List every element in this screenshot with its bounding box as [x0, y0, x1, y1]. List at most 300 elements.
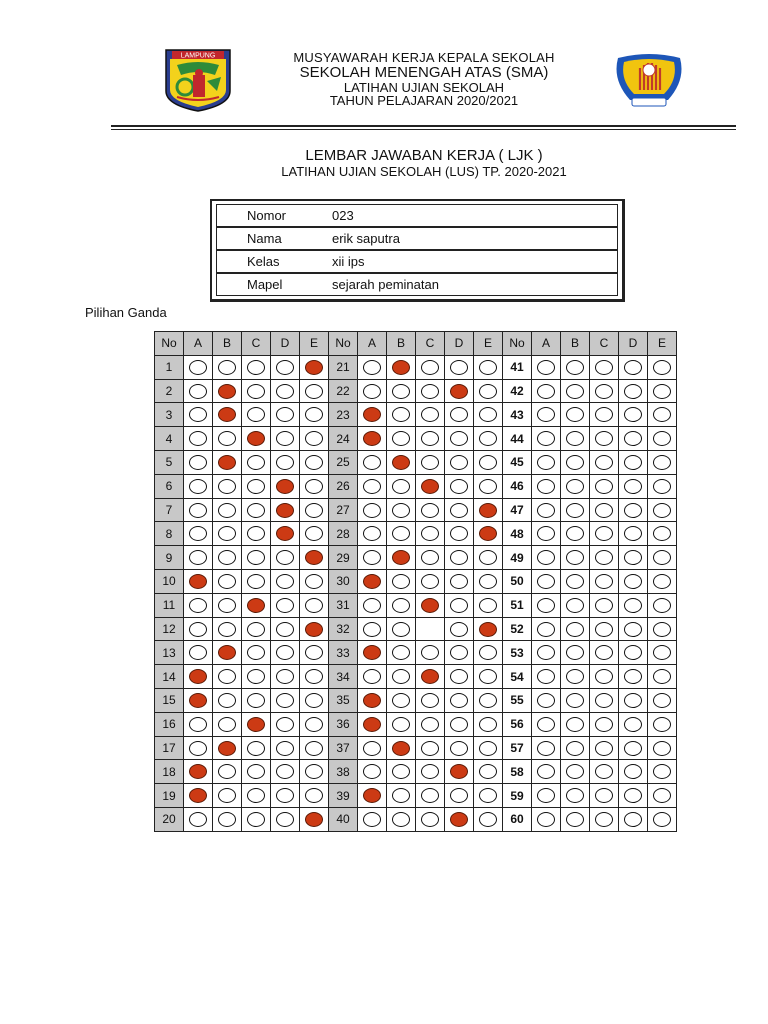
answer-bubble[interactable] [450, 741, 468, 756]
answer-bubble[interactable] [450, 788, 468, 803]
answer-bubble-filled[interactable] [479, 622, 497, 637]
answer-bubble[interactable] [363, 812, 381, 827]
answer-bubble[interactable] [218, 598, 236, 613]
answer-bubble-filled[interactable] [450, 764, 468, 779]
answer-bubble[interactable] [305, 479, 323, 494]
answer-bubble[interactable] [595, 526, 613, 541]
answer-bubble[interactable] [276, 622, 294, 637]
answer-bubble[interactable] [218, 669, 236, 684]
answer-bubble[interactable] [189, 384, 207, 399]
answer-bubble-filled[interactable] [421, 479, 439, 494]
answer-bubble[interactable] [537, 741, 555, 756]
answer-bubble[interactable] [421, 431, 439, 446]
answer-bubble[interactable] [450, 645, 468, 660]
answer-bubble-filled[interactable] [363, 788, 381, 803]
answer-bubble[interactable] [566, 360, 584, 375]
answer-bubble-filled[interactable] [305, 360, 323, 375]
answer-bubble[interactable] [276, 598, 294, 613]
answer-bubble-filled[interactable] [276, 503, 294, 518]
answer-bubble[interactable] [392, 717, 410, 732]
answer-bubble[interactable] [392, 479, 410, 494]
answer-bubble[interactable] [363, 764, 381, 779]
answer-bubble[interactable] [247, 764, 265, 779]
answer-bubble[interactable] [276, 384, 294, 399]
answer-bubble[interactable] [421, 645, 439, 660]
answer-bubble[interactable] [537, 431, 555, 446]
answer-bubble[interactable] [392, 669, 410, 684]
answer-bubble[interactable] [247, 741, 265, 756]
answer-bubble-filled[interactable] [189, 693, 207, 708]
answer-bubble[interactable] [421, 574, 439, 589]
answer-bubble[interactable] [247, 360, 265, 375]
answer-bubble[interactable] [479, 574, 497, 589]
answer-bubble[interactable] [450, 407, 468, 422]
answer-bubble[interactable] [218, 622, 236, 637]
answer-bubble[interactable] [479, 693, 497, 708]
answer-bubble[interactable] [218, 574, 236, 589]
answer-bubble[interactable] [305, 526, 323, 541]
answer-bubble[interactable] [363, 384, 381, 399]
answer-bubble[interactable] [653, 384, 671, 399]
answer-bubble[interactable] [595, 717, 613, 732]
answer-bubble-filled[interactable] [189, 788, 207, 803]
answer-bubble-filled[interactable] [363, 431, 381, 446]
answer-bubble[interactable] [305, 645, 323, 660]
answer-bubble[interactable] [218, 550, 236, 565]
answer-bubble[interactable] [276, 788, 294, 803]
answer-bubble[interactable] [653, 407, 671, 422]
answer-bubble[interactable] [653, 693, 671, 708]
answer-bubble[interactable] [247, 669, 265, 684]
answer-bubble[interactable] [189, 741, 207, 756]
answer-bubble[interactable] [566, 455, 584, 470]
answer-bubble[interactable] [566, 407, 584, 422]
answer-bubble[interactable] [305, 384, 323, 399]
answer-bubble[interactable] [624, 455, 642, 470]
answer-bubble-filled[interactable] [479, 503, 497, 518]
answer-bubble[interactable] [595, 479, 613, 494]
answer-bubble-filled[interactable] [305, 812, 323, 827]
answer-bubble[interactable] [421, 455, 439, 470]
answer-bubble[interactable] [537, 503, 555, 518]
answer-bubble[interactable] [305, 503, 323, 518]
answer-bubble[interactable] [421, 812, 439, 827]
answer-bubble[interactable] [537, 764, 555, 779]
answer-bubble[interactable] [566, 622, 584, 637]
answer-bubble[interactable] [218, 693, 236, 708]
answer-bubble-filled[interactable] [305, 622, 323, 637]
answer-bubble-filled[interactable] [189, 669, 207, 684]
answer-bubble[interactable] [595, 455, 613, 470]
answer-bubble[interactable] [276, 812, 294, 827]
answer-bubble[interactable] [624, 384, 642, 399]
answer-bubble[interactable] [363, 479, 381, 494]
answer-bubble[interactable] [450, 479, 468, 494]
answer-bubble[interactable] [595, 503, 613, 518]
answer-bubble[interactable] [566, 645, 584, 660]
answer-bubble[interactable] [218, 479, 236, 494]
answer-bubble[interactable] [479, 645, 497, 660]
answer-bubble[interactable] [305, 764, 323, 779]
answer-bubble[interactable] [537, 622, 555, 637]
answer-bubble-filled[interactable] [305, 550, 323, 565]
answer-bubble[interactable] [595, 741, 613, 756]
answer-bubble[interactable] [189, 360, 207, 375]
answer-bubble[interactable] [189, 812, 207, 827]
answer-bubble[interactable] [363, 622, 381, 637]
answer-bubble[interactable] [247, 622, 265, 637]
answer-bubble-filled[interactable] [421, 598, 439, 613]
answer-bubble[interactable] [305, 574, 323, 589]
answer-bubble[interactable] [479, 764, 497, 779]
answer-bubble[interactable] [421, 503, 439, 518]
answer-bubble[interactable] [479, 550, 497, 565]
answer-bubble[interactable] [392, 812, 410, 827]
answer-bubble-filled[interactable] [276, 526, 294, 541]
answer-bubble-filled[interactable] [450, 384, 468, 399]
answer-bubble[interactable] [189, 622, 207, 637]
answer-bubble[interactable] [247, 479, 265, 494]
answer-bubble[interactable] [450, 574, 468, 589]
answer-bubble-filled[interactable] [218, 741, 236, 756]
answer-bubble[interactable] [653, 645, 671, 660]
answer-bubble[interactable] [450, 693, 468, 708]
answer-bubble-filled[interactable] [247, 598, 265, 613]
answer-bubble-filled[interactable] [218, 407, 236, 422]
answer-bubble[interactable] [247, 407, 265, 422]
answer-bubble[interactable] [624, 431, 642, 446]
answer-bubble[interactable] [218, 503, 236, 518]
answer-bubble[interactable] [421, 550, 439, 565]
answer-bubble[interactable] [595, 622, 613, 637]
answer-bubble[interactable] [624, 669, 642, 684]
answer-bubble[interactable] [537, 550, 555, 565]
answer-bubble[interactable] [566, 741, 584, 756]
answer-bubble-filled[interactable] [392, 741, 410, 756]
answer-bubble[interactable] [421, 407, 439, 422]
answer-bubble[interactable] [247, 526, 265, 541]
answer-bubble[interactable] [479, 384, 497, 399]
answer-bubble[interactable] [305, 431, 323, 446]
answer-bubble[interactable] [653, 503, 671, 518]
answer-bubble-filled[interactable] [189, 764, 207, 779]
answer-bubble[interactable] [479, 598, 497, 613]
answer-bubble[interactable] [247, 503, 265, 518]
answer-bubble[interactable] [624, 574, 642, 589]
answer-bubble[interactable] [276, 669, 294, 684]
answer-bubble[interactable] [595, 550, 613, 565]
answer-bubble[interactable] [247, 645, 265, 660]
answer-bubble[interactable] [189, 479, 207, 494]
answer-bubble[interactable] [247, 550, 265, 565]
answer-bubble[interactable] [624, 717, 642, 732]
answer-bubble[interactable] [479, 455, 497, 470]
answer-bubble[interactable] [595, 407, 613, 422]
answer-bubble[interactable] [189, 431, 207, 446]
answer-bubble[interactable] [392, 598, 410, 613]
answer-bubble[interactable] [537, 812, 555, 827]
answer-bubble[interactable] [189, 645, 207, 660]
answer-bubble[interactable] [421, 526, 439, 541]
answer-bubble[interactable] [421, 693, 439, 708]
answer-bubble[interactable] [624, 788, 642, 803]
answer-bubble[interactable] [479, 788, 497, 803]
answer-bubble[interactable] [218, 764, 236, 779]
answer-bubble[interactable] [218, 812, 236, 827]
answer-bubble[interactable] [450, 360, 468, 375]
answer-bubble-filled[interactable] [363, 693, 381, 708]
answer-bubble[interactable] [276, 764, 294, 779]
answer-bubble[interactable] [653, 788, 671, 803]
answer-bubble[interactable] [247, 384, 265, 399]
answer-bubble[interactable] [450, 455, 468, 470]
answer-bubble[interactable] [653, 741, 671, 756]
answer-bubble[interactable] [421, 764, 439, 779]
answer-bubble[interactable] [392, 526, 410, 541]
answer-bubble-filled[interactable] [421, 669, 439, 684]
answer-bubble[interactable] [479, 360, 497, 375]
answer-bubble[interactable] [537, 407, 555, 422]
answer-bubble[interactable] [392, 503, 410, 518]
answer-bubble[interactable] [653, 455, 671, 470]
answer-bubble[interactable] [479, 669, 497, 684]
answer-bubble[interactable] [363, 550, 381, 565]
answer-bubble[interactable] [624, 693, 642, 708]
answer-bubble[interactable] [624, 645, 642, 660]
answer-bubble[interactable] [450, 622, 468, 637]
answer-bubble[interactable] [392, 645, 410, 660]
answer-bubble[interactable] [363, 669, 381, 684]
answer-bubble-filled[interactable] [218, 384, 236, 399]
answer-bubble[interactable] [653, 812, 671, 827]
answer-bubble-filled[interactable] [392, 360, 410, 375]
answer-bubble[interactable] [479, 717, 497, 732]
answer-bubble[interactable] [653, 598, 671, 613]
answer-bubble[interactable] [218, 431, 236, 446]
answer-bubble[interactable] [479, 479, 497, 494]
answer-bubble[interactable] [537, 526, 555, 541]
answer-bubble[interactable] [450, 598, 468, 613]
answer-bubble[interactable] [595, 669, 613, 684]
answer-bubble[interactable] [537, 598, 555, 613]
answer-bubble-filled[interactable] [363, 645, 381, 660]
answer-bubble[interactable] [392, 574, 410, 589]
answer-bubble[interactable] [595, 812, 613, 827]
answer-bubble[interactable] [421, 741, 439, 756]
answer-bubble[interactable] [566, 812, 584, 827]
answer-bubble[interactable] [624, 407, 642, 422]
answer-bubble[interactable] [653, 550, 671, 565]
answer-bubble[interactable] [218, 717, 236, 732]
answer-bubble[interactable] [653, 764, 671, 779]
answer-bubble[interactable] [624, 598, 642, 613]
answer-bubble[interactable] [537, 360, 555, 375]
answer-bubble[interactable] [305, 717, 323, 732]
answer-bubble[interactable] [276, 550, 294, 565]
answer-bubble-filled[interactable] [218, 455, 236, 470]
answer-bubble-filled[interactable] [363, 574, 381, 589]
answer-bubble[interactable] [247, 574, 265, 589]
answer-bubble[interactable] [392, 622, 410, 637]
answer-bubble[interactable] [624, 812, 642, 827]
answer-bubble[interactable] [566, 431, 584, 446]
answer-bubble[interactable] [624, 526, 642, 541]
answer-bubble[interactable] [363, 598, 381, 613]
answer-bubble[interactable] [421, 717, 439, 732]
answer-bubble[interactable] [537, 693, 555, 708]
answer-bubble[interactable] [537, 455, 555, 470]
answer-bubble[interactable] [566, 764, 584, 779]
answer-bubble[interactable] [450, 431, 468, 446]
answer-bubble[interactable] [450, 669, 468, 684]
answer-bubble[interactable] [305, 455, 323, 470]
answer-bubble[interactable] [566, 693, 584, 708]
answer-bubble[interactable] [450, 526, 468, 541]
answer-bubble[interactable] [566, 669, 584, 684]
answer-bubble[interactable] [595, 598, 613, 613]
answer-bubble[interactable] [653, 669, 671, 684]
answer-bubble[interactable] [566, 384, 584, 399]
answer-bubble-filled[interactable] [218, 645, 236, 660]
answer-bubble[interactable] [421, 360, 439, 375]
answer-bubble[interactable] [276, 574, 294, 589]
answer-bubble[interactable] [276, 360, 294, 375]
answer-bubble[interactable] [392, 693, 410, 708]
answer-bubble[interactable] [363, 503, 381, 518]
answer-bubble[interactable] [218, 526, 236, 541]
answer-bubble[interactable] [479, 741, 497, 756]
answer-bubble[interactable] [653, 431, 671, 446]
answer-bubble[interactable] [566, 479, 584, 494]
answer-bubble[interactable] [189, 455, 207, 470]
answer-bubble[interactable] [595, 384, 613, 399]
answer-bubble[interactable] [305, 407, 323, 422]
answer-bubble[interactable] [479, 431, 497, 446]
answer-bubble-filled[interactable] [392, 455, 410, 470]
answer-bubble[interactable] [276, 645, 294, 660]
answer-bubble[interactable] [653, 479, 671, 494]
answer-bubble[interactable] [276, 431, 294, 446]
answer-bubble[interactable] [653, 622, 671, 637]
answer-bubble[interactable] [363, 360, 381, 375]
answer-bubble[interactable] [624, 764, 642, 779]
answer-bubble[interactable] [276, 693, 294, 708]
answer-bubble[interactable] [421, 788, 439, 803]
answer-bubble[interactable] [363, 741, 381, 756]
answer-bubble[interactable] [566, 717, 584, 732]
answer-bubble[interactable] [624, 741, 642, 756]
answer-bubble[interactable] [479, 407, 497, 422]
answer-bubble[interactable] [392, 764, 410, 779]
answer-bubble[interactable] [450, 503, 468, 518]
answer-bubble[interactable] [305, 598, 323, 613]
answer-bubble[interactable] [276, 455, 294, 470]
answer-bubble[interactable] [305, 788, 323, 803]
answer-bubble[interactable] [566, 503, 584, 518]
answer-bubble-filled[interactable] [189, 574, 207, 589]
answer-bubble[interactable] [189, 717, 207, 732]
answer-bubble-filled[interactable] [247, 431, 265, 446]
answer-bubble-filled[interactable] [363, 717, 381, 732]
answer-bubble[interactable] [305, 669, 323, 684]
answer-bubble[interactable] [189, 526, 207, 541]
answer-bubble[interactable] [566, 526, 584, 541]
answer-bubble[interactable] [247, 455, 265, 470]
answer-bubble[interactable] [189, 550, 207, 565]
answer-bubble[interactable] [392, 431, 410, 446]
answer-bubble[interactable] [276, 741, 294, 756]
answer-bubble[interactable] [537, 645, 555, 660]
answer-bubble-filled[interactable] [479, 526, 497, 541]
answer-bubble-filled[interactable] [392, 550, 410, 565]
answer-bubble-filled[interactable] [247, 717, 265, 732]
answer-bubble[interactable] [624, 622, 642, 637]
answer-bubble[interactable] [421, 384, 439, 399]
answer-bubble[interactable] [595, 645, 613, 660]
answer-bubble[interactable] [595, 431, 613, 446]
answer-bubble[interactable] [218, 360, 236, 375]
answer-bubble[interactable] [392, 407, 410, 422]
answer-bubble[interactable] [189, 407, 207, 422]
answer-bubble[interactable] [624, 550, 642, 565]
answer-bubble[interactable] [537, 384, 555, 399]
answer-bubble[interactable] [595, 360, 613, 375]
answer-bubble[interactable] [595, 693, 613, 708]
answer-bubble[interactable] [595, 788, 613, 803]
answer-bubble[interactable] [624, 503, 642, 518]
answer-bubble[interactable] [595, 764, 613, 779]
answer-bubble[interactable] [566, 574, 584, 589]
answer-bubble[interactable] [624, 479, 642, 494]
answer-bubble[interactable] [392, 384, 410, 399]
answer-bubble[interactable] [305, 741, 323, 756]
answer-bubble[interactable] [218, 788, 236, 803]
answer-bubble[interactable] [450, 717, 468, 732]
answer-bubble[interactable] [247, 788, 265, 803]
answer-bubble[interactable] [595, 574, 613, 589]
answer-bubble[interactable] [276, 717, 294, 732]
answer-bubble[interactable] [537, 669, 555, 684]
answer-bubble[interactable] [653, 574, 671, 589]
answer-bubble[interactable] [537, 717, 555, 732]
answer-bubble[interactable] [189, 503, 207, 518]
answer-bubble[interactable] [392, 788, 410, 803]
answer-bubble[interactable] [653, 526, 671, 541]
answer-cell [619, 784, 648, 808]
answer-bubble[interactable] [363, 455, 381, 470]
answer-bubble[interactable] [479, 812, 497, 827]
answer-bubble-filled[interactable] [450, 812, 468, 827]
answer-bubble[interactable] [537, 788, 555, 803]
answer-bubble[interactable] [247, 693, 265, 708]
answer-bubble[interactable] [566, 598, 584, 613]
answer-bubble[interactable] [566, 788, 584, 803]
answer-bubble[interactable] [653, 360, 671, 375]
answer-bubble[interactable] [624, 360, 642, 375]
answer-bubble[interactable] [537, 479, 555, 494]
answer-bubble[interactable] [537, 574, 555, 589]
answer-bubble[interactable] [653, 717, 671, 732]
answer-bubble[interactable] [247, 812, 265, 827]
answer-bubble[interactable] [363, 526, 381, 541]
answer-bubble[interactable] [189, 598, 207, 613]
answer-bubble[interactable] [305, 693, 323, 708]
answer-bubble-filled[interactable] [276, 479, 294, 494]
answer-bubble-filled[interactable] [363, 407, 381, 422]
answer-bubble[interactable] [450, 550, 468, 565]
answer-bubble[interactable] [566, 550, 584, 565]
answer-bubble[interactable] [276, 407, 294, 422]
